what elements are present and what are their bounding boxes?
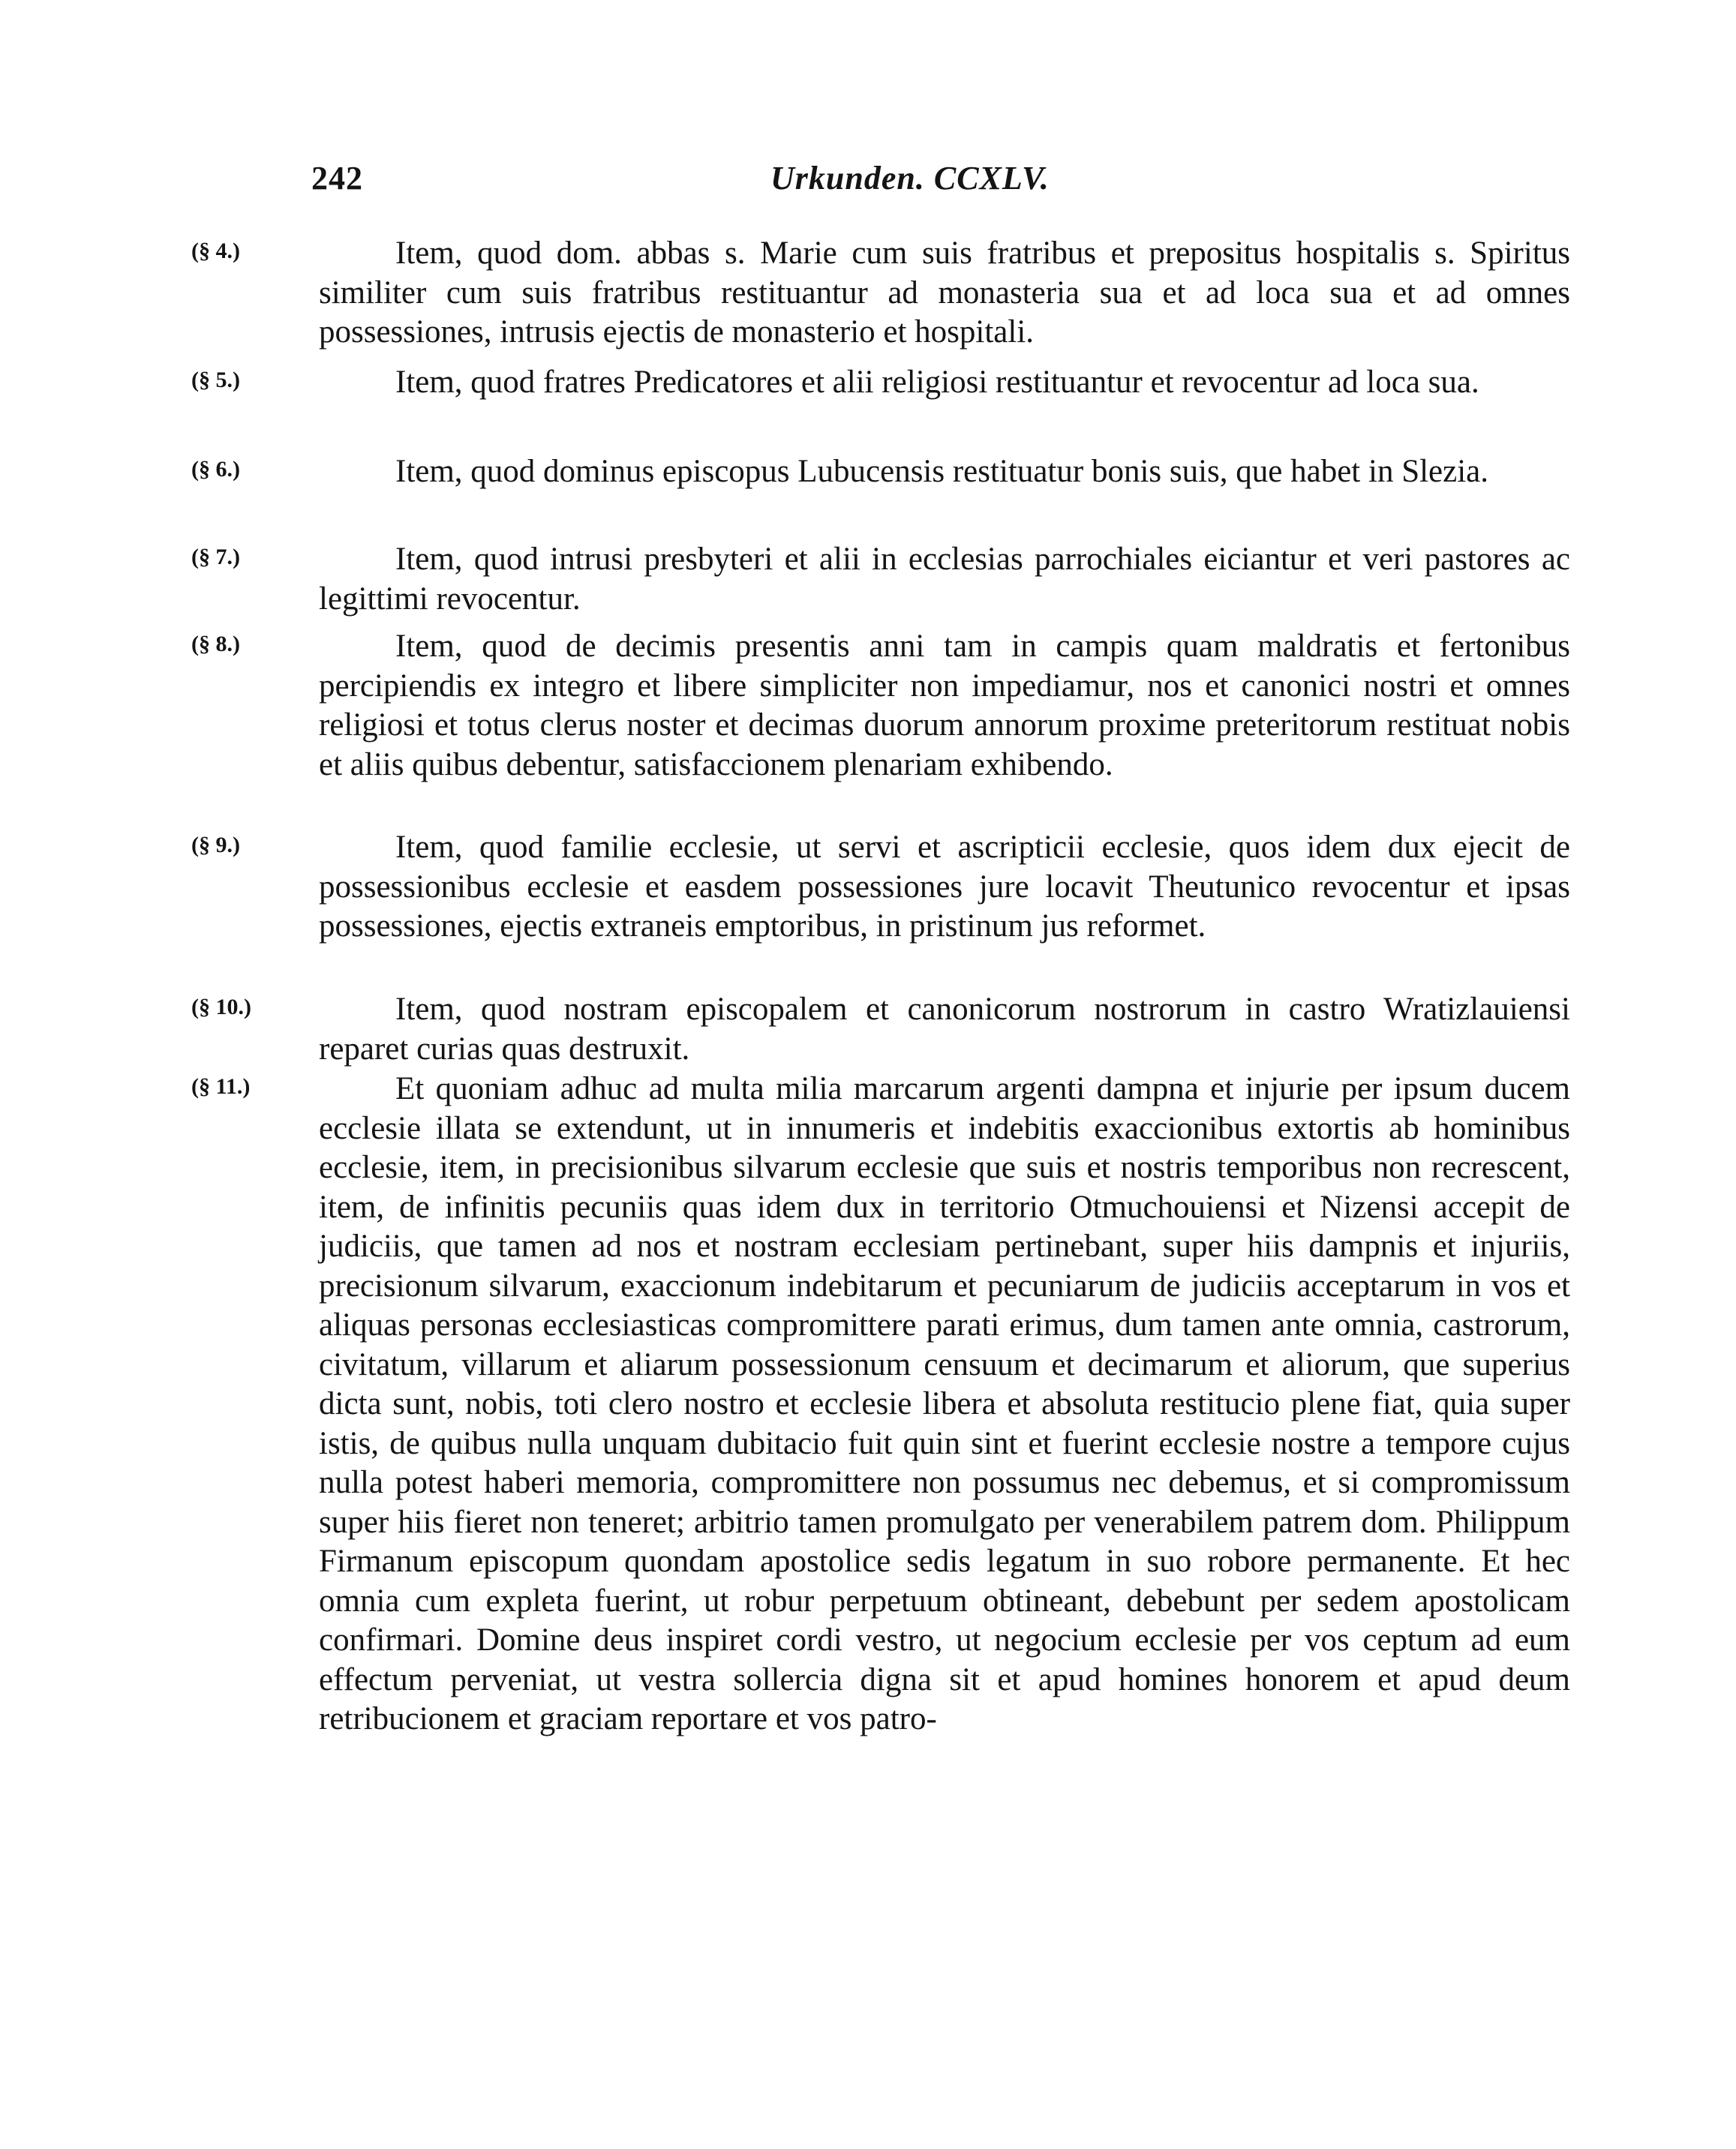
paragraph-text: Item, quod dominus episcopus Lubucensis restituatur bonis suis, que habet in Slezia.: [395, 454, 1489, 489]
paragraph-text: Item, quod de decimis presentis anni tam in campis quam maldratis et fertonibus percipiendis ex integro et libere simpliciter non impediamur, nos et canonici nostri et omnes religiosi et totus clerus noster et decimas duorum annorum proxime preteritorum restituat nobis et aliis quibus debentur, satisfaccionem plenariam exhibendo.: [319, 629, 1570, 782]
section-marker: (§ 10.): [191, 995, 251, 1019]
page-header: [311, 159, 1579, 204]
paragraph-text: Item, quod fratres Predicatores et alii religiosi restituantur et revocentur ad loca sua.: [395, 365, 1479, 400]
section-marker: (§ 5.): [191, 368, 240, 392]
paragraph-text: Item, quod dom. abbas s. Marie cum suis fratribus et prepositus hospitalis s. Spiritus similiter cum suis fratribus restituantur ad monasteria sua et ad loca sua et ad omnes possessiones, intrusis ejectis de monasterio et hospitali.: [319, 236, 1570, 350]
section-marker: (§ 6.): [191, 457, 240, 482]
paragraph-text: Item, quod nostram episcopalem et canonicorum nostrorum in castro Wratizlauiensi reparet curias quas destruxit.: [319, 992, 1570, 1067]
paragraph-text: Item, quod intrusi presbyteri et alii in ecclesias parrochiales eiciantur et veri pastores ac legittimi revocentur.: [319, 542, 1570, 617]
section-marker: (§ 7.): [191, 545, 240, 569]
paragraph-text: Et quoniam adhuc ad multa milia marcarum argenti dampna et injurie per ipsum ducem ecclesie illata se extendunt, ut in innumeris et indebitis exaccionibus extortis ab hominibus ecclesie, item, in precisionibus silvarum ecclesie que suis et nostris temporibus non recrescent, item, de infinitis pecuniis quas idem dux in territorio Otmuchouiensi et Nizensi accepit de judiciis, que tamen ad nos et nostram ecclesiam pertinebant, super hiis dampnis et injuriis, precisionum silvarum, exaccionum indebitarum et pecuniarum de judiciis acceptarum in vos et aliquas personas ecclesiasticas compromittere parati erimus, dum tamen ante omnia, castrorum, civitatum, villarum et aliarum possessionum censuum et decimarum et aliorum, que superius dicta sunt, nobis, toti clero nostro et ecclesie libera et absoluta restitucio plene fiat, quia super istis, de quibus nulla unquam dubitacio fuit quin sint et fuerint ecclesie nostre a tempore cujus nulla potest haberi memoria, compromittere non possumus nec debemus, et si compromissum super hiis fieret non teneret; arbitrio tamen promulgato per venerabilem patrem dom. Philippum Firmanum episcopum quondam apostolice sedis legatum in suo robore permanente. Et hec omnia cum expleta fuerint, ut robur perpetuum obtineant, debebunt per sedem apostolicam confirmari. Domine deus inspiret cordi vestro, ut negocium ecclesie per vos ceptum ad eum effectum perveniat, ut vestra sollercia digna sit et apud homines honorem et apud deum retribucionem et graciam reportare et vos patro-: [319, 1071, 1570, 1736]
running-title: Urkunden. CCXLV.: [770, 160, 1050, 197]
section-marker: (§ 4.): [191, 239, 240, 263]
page-number: 242: [311, 160, 363, 197]
section-marker: (§ 11.): [191, 1074, 251, 1099]
section-marker: (§ 8.): [191, 632, 240, 656]
section-marker: (§ 9.): [191, 833, 240, 857]
paragraph-text: Item, quod familie ecclesie, ut servi et ascripticii ecclesie, quos idem dux ejecit de possessionibus ecclesie et easdem possessiones jure locavit Theutunico revocentur et ipsas possessiones, ejectis extraneis emptoribus, in pristinum jus reformet.: [319, 830, 1570, 944]
